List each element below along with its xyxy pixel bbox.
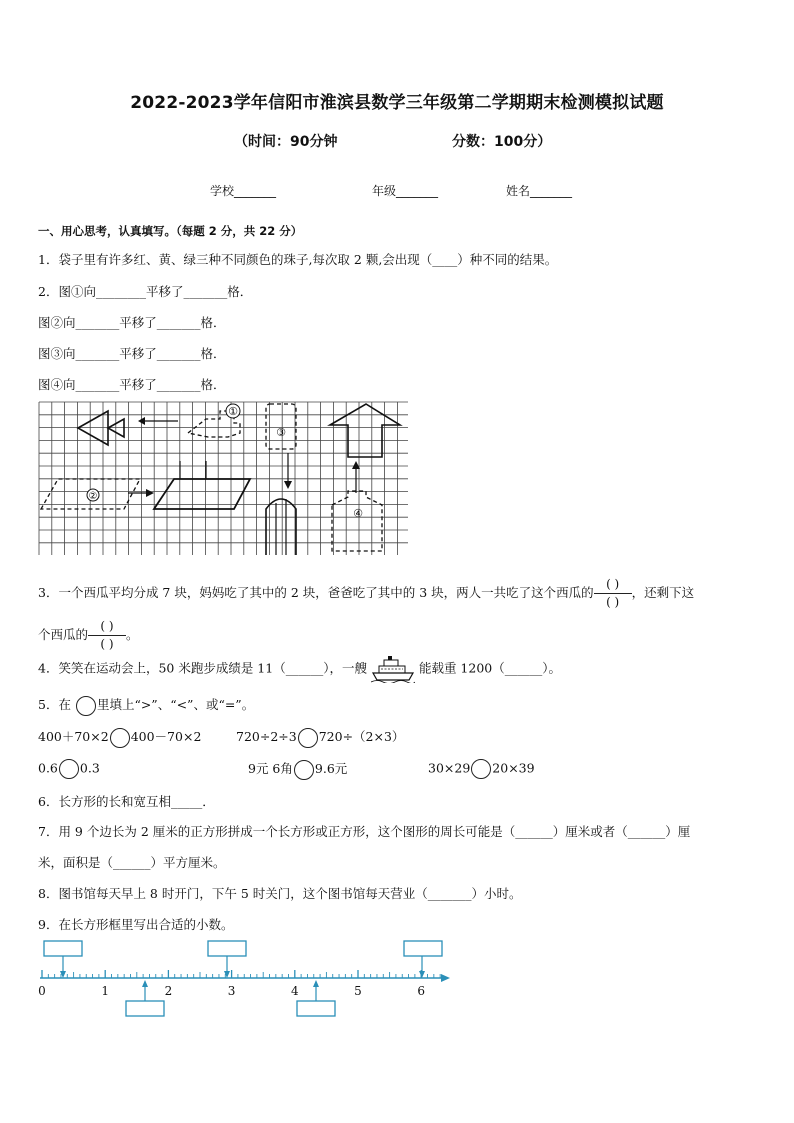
label-3: ③ — [276, 426, 286, 439]
label-2: ② — [88, 491, 98, 502]
question-7-cont: 米，面积是（______）平方厘米。 — [38, 855, 226, 870]
compare-circle-2[interactable] — [298, 728, 318, 748]
compare-circle-1[interactable] — [110, 728, 130, 748]
circle-symbol — [76, 696, 96, 716]
answer-box-5[interactable] — [404, 941, 442, 956]
compare-5: 30×29 20×39 — [428, 759, 535, 779]
question-1: 1．袋子里有许多红、黄、绿三种不同颜色的珠子,每次取 2 颗,会出现（____）种不同的结果。 — [38, 252, 558, 267]
exam-score: 分数：100分） — [452, 134, 552, 150]
question-2-line-1: 2．图①向________平移了_______格． — [38, 284, 253, 299]
section-heading: 一、用心思考，认真填写。（每题 2 分，共 22 分） — [38, 224, 303, 238]
answer-box-4[interactable] — [297, 1001, 335, 1016]
answer-box-3[interactable] — [208, 941, 246, 956]
question-3-cont: 个西瓜的$\frac{( )}{( )}$。 — [38, 619, 139, 651]
question-5: 5．在 里填上“>”、“<”、或“=”。 — [38, 695, 254, 716]
shape-3-solid — [266, 499, 296, 555]
question-2-line-4: 图④向_______平移了_______格． — [38, 377, 226, 392]
compare-4: 9元 6角 9.6元 — [248, 759, 347, 780]
page-title: 2022-2023学年信阳市淮滨县数学三年级第二学期期末检测模拟试题 — [130, 93, 664, 113]
ship-icon — [371, 655, 415, 683]
up-arrow-shape-solid — [330, 404, 400, 457]
question-3: 3．一个西瓜平均分成 7 块，妈妈吃了其中的 2 块，爸爸吃了其中的 3 块，两人一共吃了这个西瓜的$\frac{( )}{( )}$，还剩下这 — [38, 577, 695, 609]
question-7: 7．用 9 个边长为 2 厘米的正方形拼成一个长方形或正方形，这个图形的周长可能是（______）厘米或者（______）厘 — [38, 824, 691, 839]
question-8: 8．图书馆每天早上 8 时开门，下午 5 时关门，这个图书馆每天营业（_______）小时。 — [38, 886, 522, 901]
compare-circle-5[interactable] — [471, 759, 491, 779]
question-2-line-3: 图③向_______平移了_______格． — [38, 346, 226, 361]
compare-circle-3[interactable] — [59, 759, 79, 779]
label-1: ① — [228, 405, 238, 418]
translation-grid-figure — [38, 401, 412, 557]
number-line — [30, 938, 460, 1022]
question-9: 9．在长方形框里写出合适的小数。 — [38, 917, 234, 932]
compare-circle-4[interactable] — [294, 760, 314, 780]
tick-label: 1 — [101, 984, 110, 998]
exam-time: （时间：90分钟 — [234, 134, 338, 150]
tick-label: 4 — [290, 984, 299, 998]
compare-2: 720÷2÷3 720÷（2×3） — [236, 727, 404, 748]
answer-box-2[interactable] — [126, 1001, 164, 1016]
name-field[interactable]: 姓名_______ — [506, 184, 573, 198]
tick-label: 2 — [164, 984, 173, 998]
shape-4-dashed — [332, 491, 382, 551]
answer-box-1[interactable] — [44, 941, 82, 956]
label-4: ④ — [353, 507, 363, 520]
grade-field[interactable]: 年级_______ — [372, 184, 439, 198]
compare-3: 0.6 0.3 — [38, 759, 100, 779]
tick-label: 5 — [354, 984, 362, 998]
compare-1: 400＋70×2 400－70×2 — [38, 727, 201, 748]
question-4: 4．笑笑在运动会上，50 米跑步成绩是 11（______），一艘 能载重 1200（______）。 — [38, 655, 561, 683]
fraction-eaten[interactable]: $\frac{( )}{( )}$ — [594, 577, 632, 610]
question-2-line-2: 图②向_______平移了_______格． — [38, 315, 226, 330]
tick-label: 3 — [227, 984, 236, 998]
tick-label: 0 — [38, 984, 46, 998]
tick-label: 6 — [417, 984, 426, 998]
question-6: 6．长方形的长和宽互相_____． — [38, 794, 215, 809]
school-field[interactable]: 学校_______ — [210, 184, 277, 198]
fraction-remaining[interactable]: $\frac{( )}{( )}$ — [88, 619, 126, 652]
